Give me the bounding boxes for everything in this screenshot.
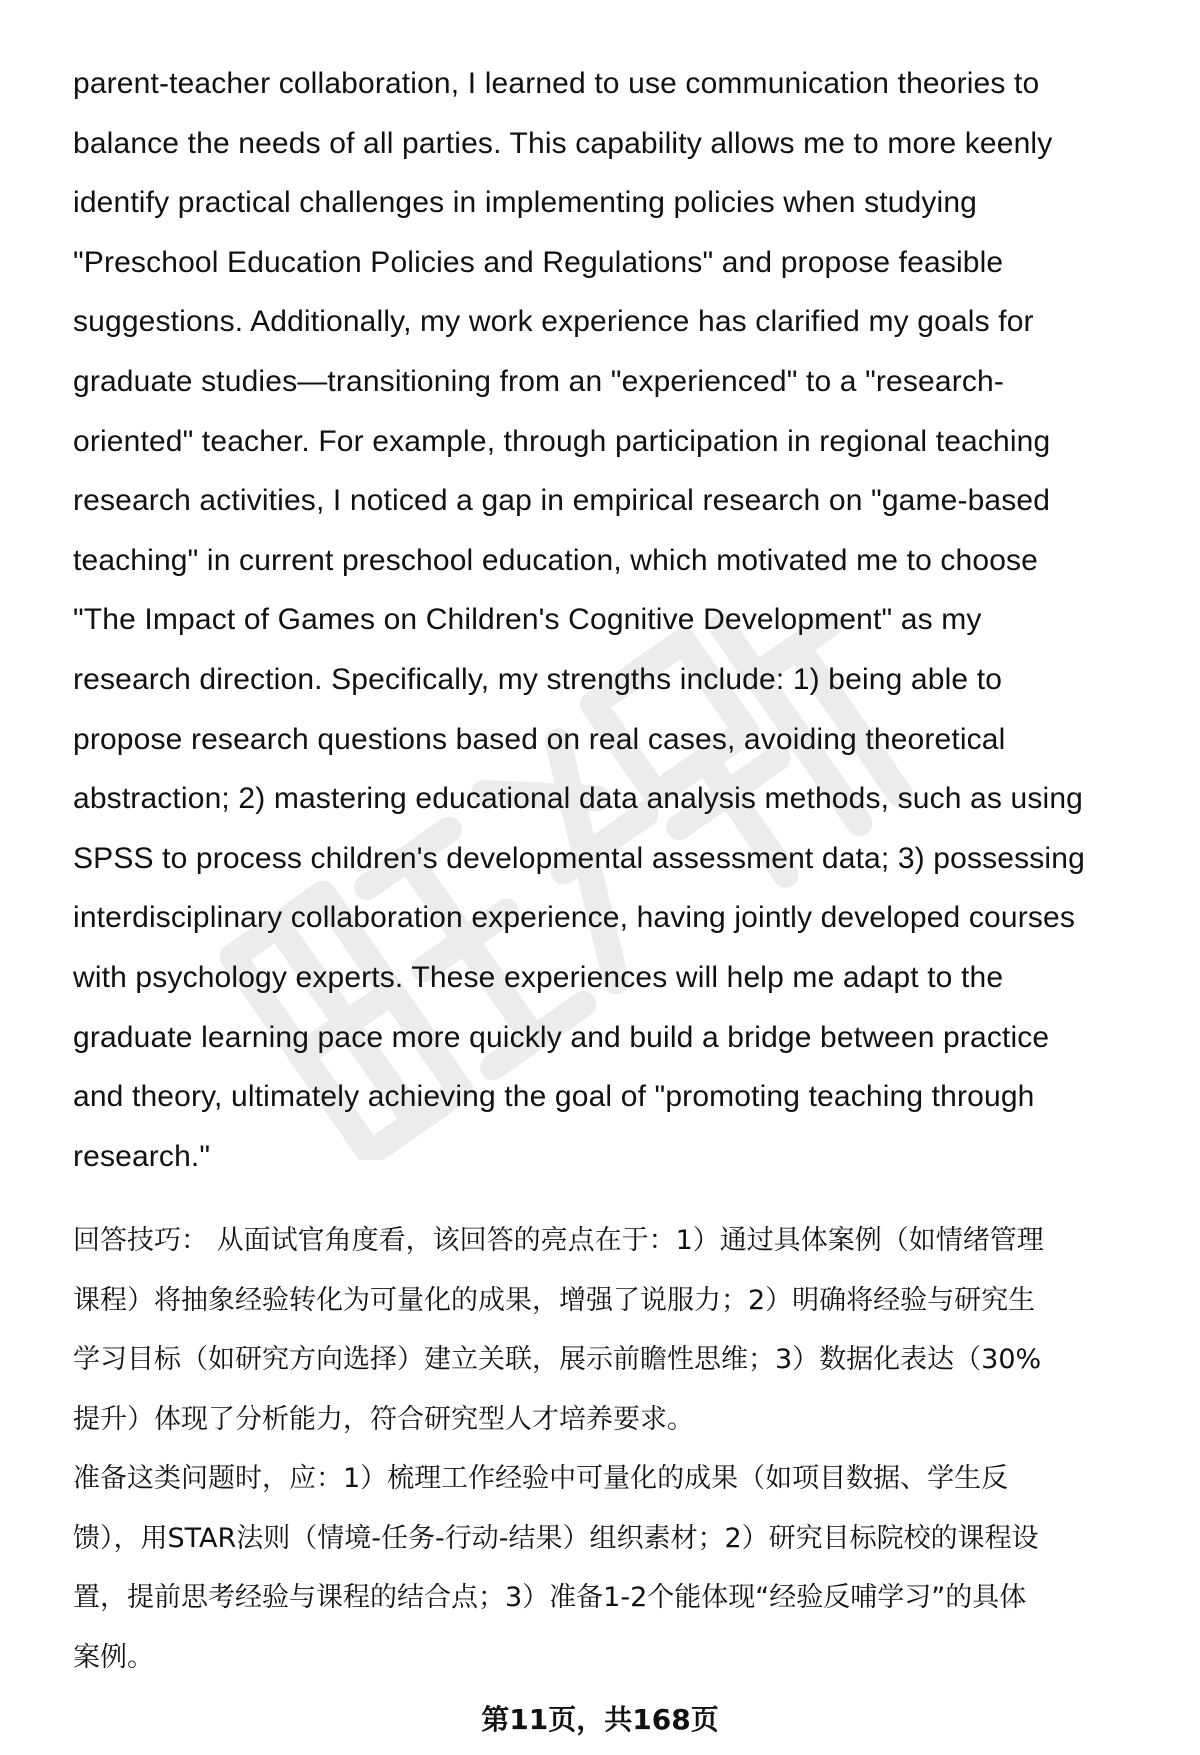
page-number-footer: 第11页，共168页 [481, 1703, 719, 1736]
answer-tips-paragraph [73, 1211, 1158, 1449]
preparation-advice-paragraph: 准备这类问题时，应：1）梳理工作经验中可量化的成果（如项目数据、学生反 馈），用STAR法则（情境-任务-行动-结果）组织素材；2）研究目标院校的课程设 置，提前思考经验与课程的结合点；3）准备1-2个能体现“经验反哺学习”的具体 案例。 [73, 1463, 1039, 1673]
answer-tips-label: 回答技巧： [73, 1225, 208, 1256]
body-paragraph: parent-teacher collaboration, I learned to use communication theories to balance the needs of all parties. This capability allows me to more keenly identify practical challenges in implementing policies when studying "Preschool Education Policies and Regulations" and propose feasible suggestions. Additionally, my work experience has clarified my goals for graduate studies—transitioning from an "experienced" to a "research- oriented" teacher. For example, through participation in regional teaching research activities, I noticed a gap in empirical research on "game-based teaching" in current preschool education, which motivated me to choose "The Impact of Games on Children's Cognitive Development" as my research direction. Specifically, my strengths include: 1) being able to propose research questions based on real cases, avoiding theoretical abstraction; 2) mastering educational data analysis methods, such as using SPSS to process children's developmental assessment data; 3) possessing interdisciplinary collaboration experience, having jointly developed courses with psychology experts. These experiences will help me adapt to the graduate learning pace more quickly and build a bridge between practice and theory, ultimately achieving the goal of "promoting teaching through research." [73, 67, 1085, 1173]
answer-tips-text: 从面试官角度看，该回答的亮点在于：1）通过具体案例（如情绪管理 课程）将抽象经验转化为可量化的成果，增强了说服力；2）明确将经验与研究生 学习目标（如研究方向选择）建立关联，展示前瞻性思维；3）数据化表达（30% 提升）体现了分析能力，符合研究型人才培养要求。 [73, 1225, 1044, 1435]
